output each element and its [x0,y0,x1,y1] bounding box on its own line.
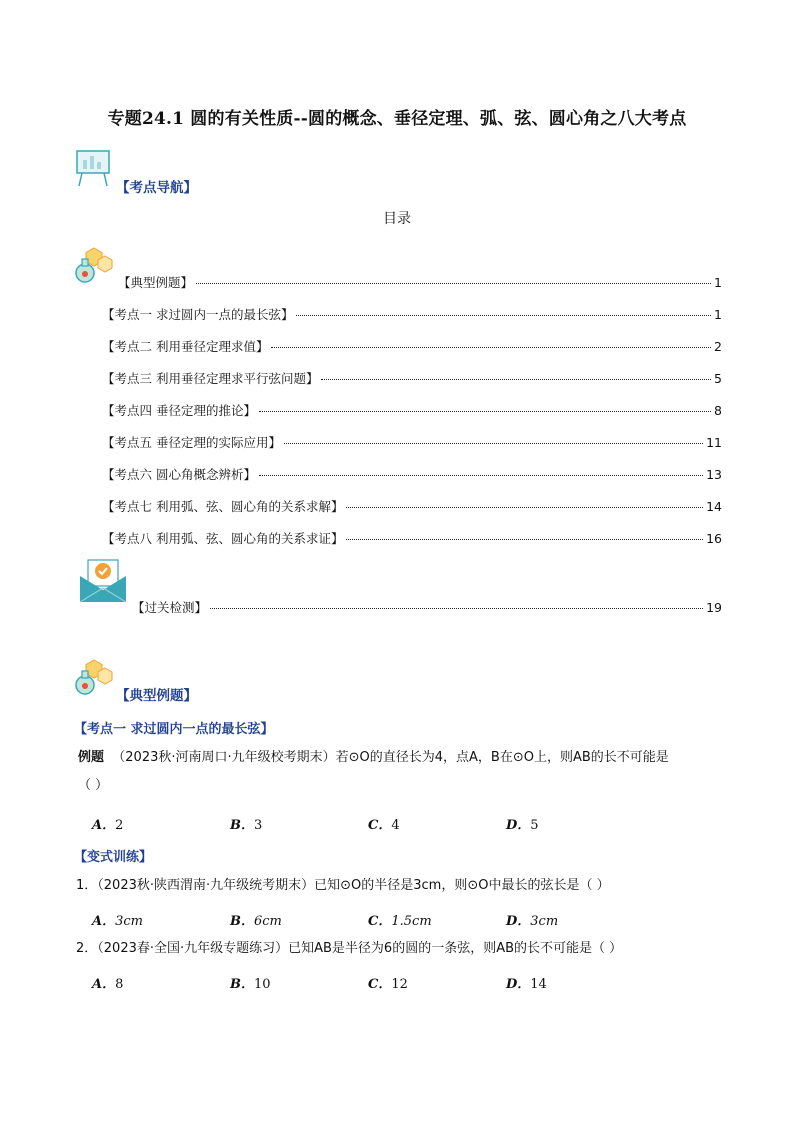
toc-item[interactable]: 【考点六 圆心角概念辨析】 13 [102,467,722,482]
question-2-options [92,973,644,992]
option-a[interactable]: A．3cm [92,914,143,929]
toc-item[interactable]: 【考点七 利用弧、弦、圆心角的关系求解】 14 [102,499,722,514]
section-typical-heading: 【典型例题】 [116,688,197,704]
option-b[interactable]: B．6cm [230,914,282,929]
question-2: 2．（2023春·全国·九年级专题练习）已知AB是半径为6的圆的一条弦，则AB的长不可能是（ ） [76,941,623,956]
option-b[interactable]: B．3 [230,818,263,833]
toc-title: 目录 [383,211,411,227]
option-c[interactable]: C．1.5cm [368,914,432,929]
option-c[interactable]: C．12 [368,977,408,992]
chart-board-icon [74,148,114,188]
toc-item[interactable]: 【考点四 垂径定理的推论】 8 [102,403,722,418]
example-question: 例题 （2023秋·河南周口·九年级校考期末）若⊙O的直径长为4，点A，B在⊙O上，则AB的长不可能是 （ ） [78,750,669,793]
variation-heading: 【变式训练】 [74,850,153,865]
option-d[interactable]: D．5 [506,818,539,833]
toc-item[interactable]: 【过关检测】 19 [132,600,722,615]
toc-item[interactable]: 【考点八 利用弧、弦、圆心角的关系求证】 16 [102,531,722,546]
checklist-icon [78,558,128,604]
option-a[interactable]: A．8 [92,977,124,992]
question-1-options [92,910,644,929]
toc-item[interactable]: 【考点五 垂径定理的实际应用】 11 [102,435,722,450]
example-options [92,814,644,833]
option-d[interactable]: D．14 [506,977,547,992]
toc-item[interactable]: 【考点三 利用垂径定理求平行弦问题】 5 [102,371,722,386]
option-d[interactable]: D．3cm [506,914,559,929]
flask-icon [72,244,116,284]
toc-item[interactable]: 【考点一 求过圆内一点的最长弦】 1 [102,307,722,322]
option-a[interactable]: A．2 [92,818,124,833]
toc-item[interactable]: 【考点二 利用垂径定理求值】 2 [102,339,722,354]
page-title: 专题24.1 圆的有关性质--圆的概念、垂径定理、弧、弦、圆心角之八大考点 [107,109,687,129]
option-b[interactable]: B．10 [230,977,271,992]
toc-item[interactable]: 【典型例题】 1 [118,275,722,290]
question-1: 1．（2023秋·陕西渭南·九年级统考期末）已知⊙O的半径是3cm，则⊙O中最长的弦长是（ ） [76,878,610,893]
nav-label: 【考点导航】 [116,180,197,196]
kaodian-1-heading: 【考点一 求过圆内一点的最长弦】 [74,722,274,737]
option-c[interactable]: C．4 [368,818,400,833]
flask-icon [72,656,116,696]
